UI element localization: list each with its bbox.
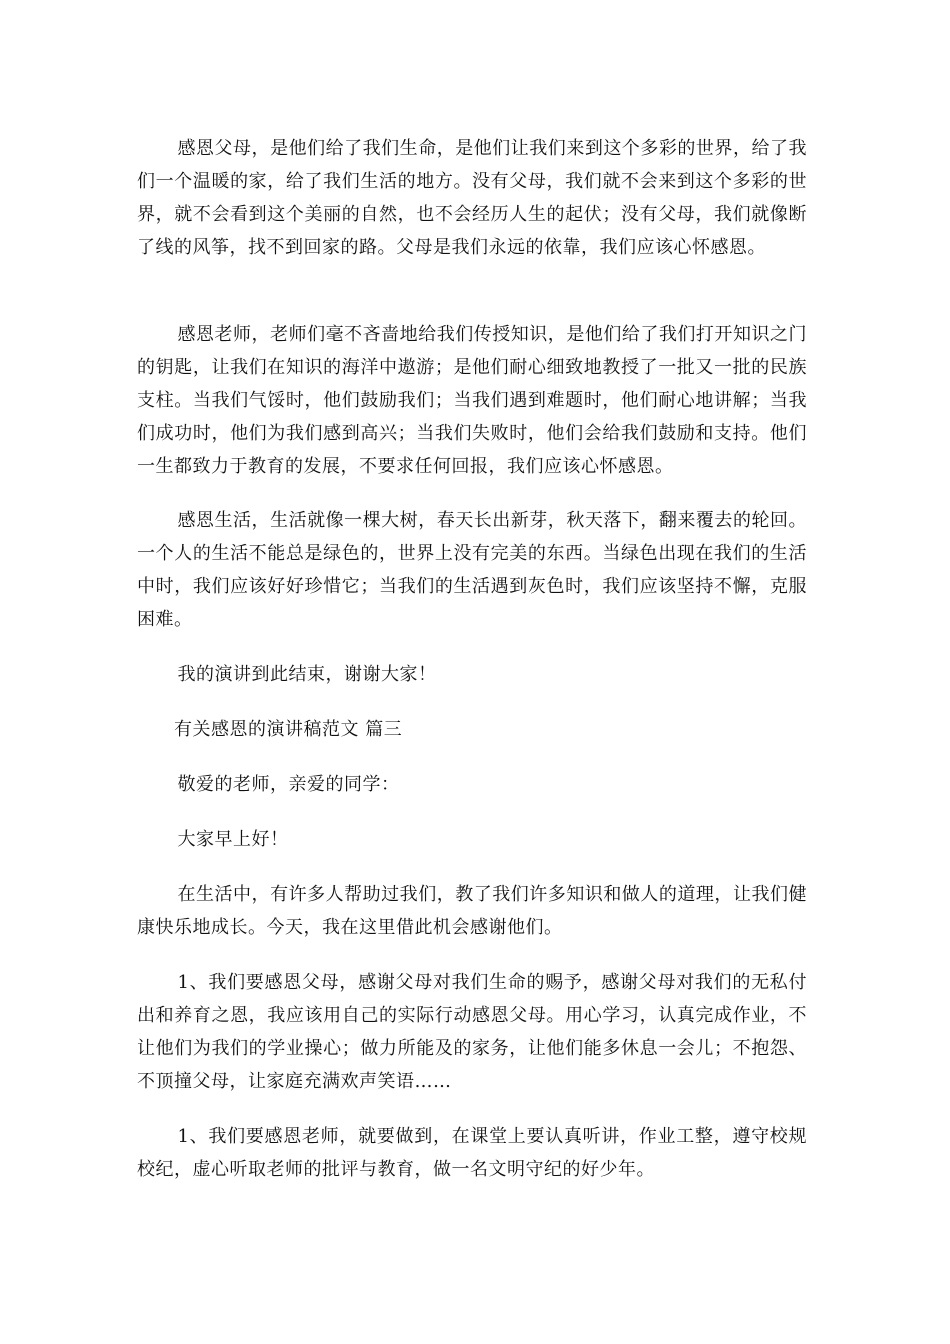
paragraph-point-teachers: 1、我们要感恩老师，就要做到，在课堂上要认真听讲，作业工整，遵守校规校纪，虚心听取老师的批评与教育，做一名文明守纪的好少年。 xyxy=(137,1126,807,1180)
paragraph-closing: 我的演讲到此结束，谢谢大家！ xyxy=(177,664,437,685)
paragraph-introduction: 在生活中，有许多人帮助过我们，教了我们许多知识和做人的道理，让我们健康快乐地成长。今天，我在这里借此机会感谢他们。 xyxy=(137,884,807,938)
paragraph-thank-parents: 感恩父母，是他们给了我们生命，是他们让我们来到这个多彩的世界，给了我们一个温暖的家，给了我们生活的地方。没有父母，我们就不会来到这个多彩的世界，就不会看到这个美丽的自然，也不会经历人生的起伏；没有父母，我们就像断了线的风筝，找不到回家的路。父母是我们永远的依靠，我们应该心怀感恩。 xyxy=(137,138,807,258)
paragraph-salutation: 敬爱的老师，亲爱的同学： xyxy=(177,774,400,795)
paragraph-thank-life: 感恩生活，生活就像一棵大树，春天长出新芽，秋天落下，翻来覆去的轮回。一个人的生活不能总是绿色的，世界上没有完美的东西。当绿色出现在我们的生活中时，我们应该好好珍惜它；当我们的生活遇到灰色时，我们应该坚持不懈，克服困难。 xyxy=(137,510,807,630)
section-heading: 有关感恩的演讲稿范文 篇三 xyxy=(174,719,403,740)
paragraph-point-parents: 1、我们要感恩父母，感谢父母对我们生命的赐予，感谢父母对我们的无私付出和养育之恩，我应该用自己的实际行动感恩父母。用心学习，认真完成作业，不让他们为我们的学业操心；做力所能及的家务，让他们能多休息一会儿；不抱怨、不顶撞父母，让家庭充满欢声笑语…… xyxy=(137,972,807,1092)
paragraph-greeting: 大家早上好！ xyxy=(177,829,289,850)
paragraph-thank-teachers: 感恩老师，老师们毫不吝啬地给我们传授知识，是他们给了我们打开知识之门的钥匙，让我们在知识的海洋中遨游；是他们耐心细致地教授了一批又一批的民族支柱。当我们气馁时，他们鼓励我们；当我们遇到难题时，他们耐心地讲解；当我们成功时，他们为我们感到高兴；当我们失败时，他们会给我们鼓励和支持。他们一生都致力于教育的发展，不要求任何回报，我们应该心怀感恩。 xyxy=(137,324,807,477)
